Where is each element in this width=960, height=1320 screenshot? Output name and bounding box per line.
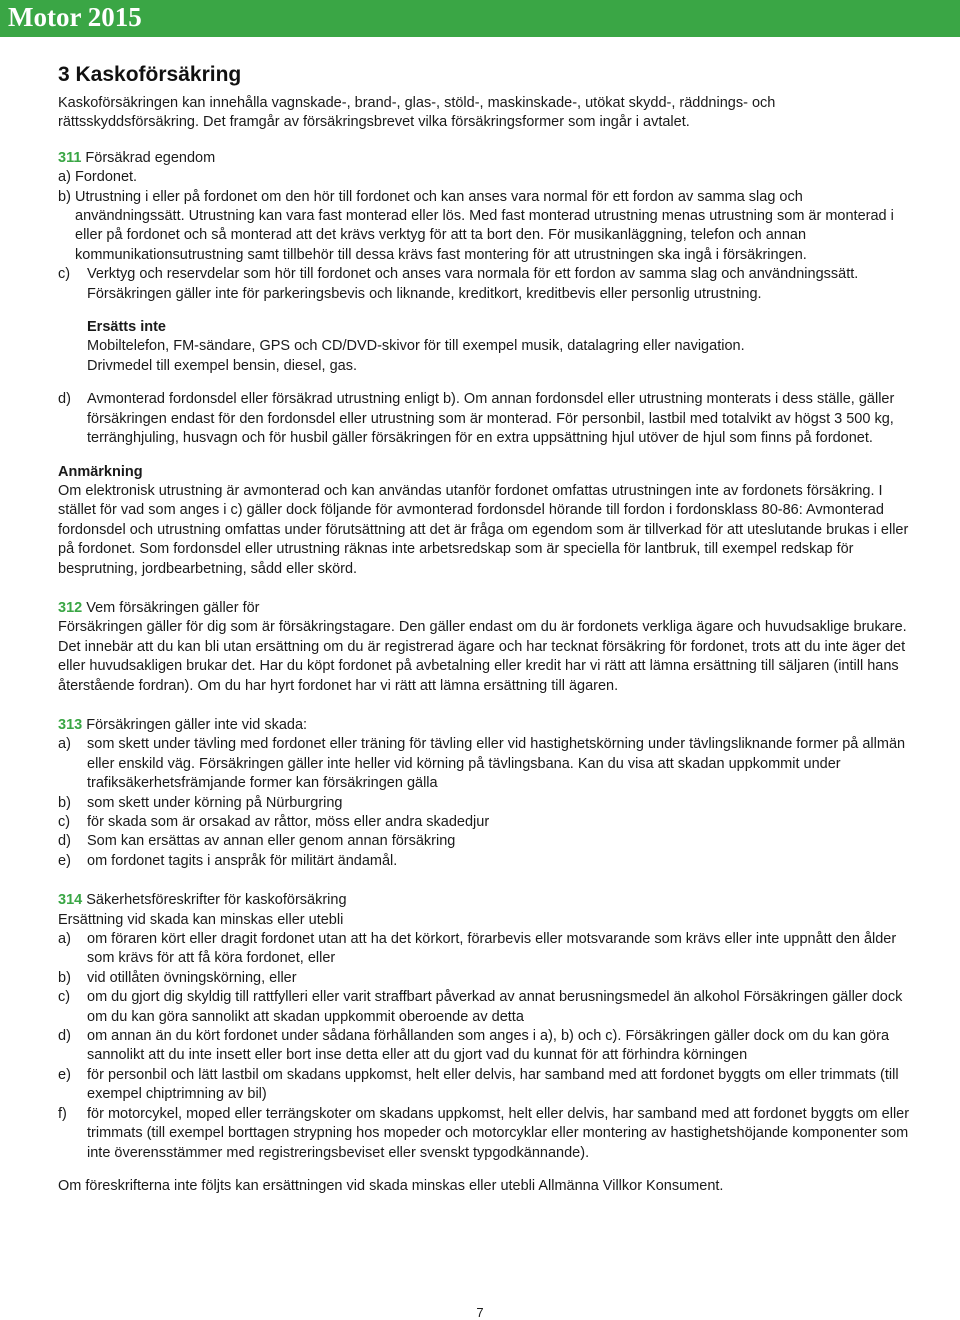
- excluded-title: Ersätts inte: [87, 319, 166, 336]
- section-title: 3 Kaskoförsäkring: [58, 63, 242, 86]
- list-item: [58, 390, 910, 448]
- list-item-text: Fordonet.: [75, 169, 138, 186]
- list-item: [58, 813, 910, 832]
- list-item-label: e): [58, 852, 71, 869]
- list-item: [58, 969, 910, 988]
- subsection-312-number: 312: [58, 599, 83, 616]
- closing-text: Om föreskrifterna inte följts kan ersättningen vid skada minskas eller utebli Allmänna Villkor Konsument.: [58, 1177, 724, 1194]
- list-item: [58, 1027, 910, 1066]
- list-item-text: för skada som är orsakad av råttor, möss eller andra skadedjur: [87, 814, 490, 830]
- excluded-line: Mobiltelefon, FM-sändare, GPS och CD/DVD-skivor för till exempel musik, datalagring eller navigation.: [87, 338, 745, 355]
- subsection-314-number: 314: [58, 892, 83, 909]
- subsection-311-heading: [58, 149, 910, 168]
- list-item: [58, 794, 910, 813]
- list-item-text: som skett under tävling med fordonet eller träning för tävling eller vid hastighetskörning under tävlingsliknande former på allmän eller enskild väg. Försäkringen gäller inte heller vid körning på tävlingsbana. Kan du visa att skadan uppkommit under trafiksäkerhetsfrämjande former kan försäkringen gälla: [87, 736, 906, 792]
- list-item-label: d): [58, 391, 71, 408]
- list-item-text: för personbil och lätt lastbil om skadans uppkomst, helt eller delvis, har samband med att fordonet byggts om eller trimmats (till exempel chiptrimning av bil): [87, 1066, 899, 1103]
- list-item-text: vid otillåten övningskörning, eller: [87, 969, 297, 986]
- subsection-312-heading: [58, 599, 910, 618]
- list-item-text: om du gjort dig skyldig till rattfylleri eller varit straffbart påverkad av annat berusningsmedel än alkohol Försäkringen gäller dock om du kan göra sannolikt att skadan uppkommit oberoende av detta: [87, 989, 903, 1025]
- subsection-313-number: 313: [58, 716, 83, 733]
- subsection-311-number: 311: [58, 149, 82, 166]
- page-number: 7: [476, 1305, 484, 1320]
- list-item: [58, 188, 910, 266]
- subsection-314-title: Säkerhetsföreskrifter för kaskoförsäkring: [82, 892, 347, 909]
- list-item-label: b): [58, 188, 71, 205]
- subsection-311-title: Försäkrad egendom: [81, 149, 216, 166]
- header-banner: [0, 0, 960, 37]
- list-item-label: b): [58, 969, 71, 986]
- list-item-text: Verktyg och reservdelar som hör till fordonet och anses vara normala för ett fordon av samma slag och användningssätt. Försäkringen gäller inte för parkeringsbevis och liknande, kreditkort, kreditbevis eller personlig utrustning.: [87, 266, 859, 302]
- list-item: [58, 930, 910, 969]
- list-item-label: b): [58, 794, 71, 811]
- subsection-312-text: Försäkringen gäller för dig som är försäkringstagare. Den gäller endast om du är fordonets verkliga ägare och huvudsaklige brukare. Det innebär att du kan bli utan ersättning om du är registrerad ägare och har tecknat försäkring för fordonet, trots att du inte äger det eller huvudsakligen brukar det. Har du köpt fordonet på avbetalning eller kredit har vi rätt att lämna ersättning till säljaren (intill hans återstående fordran). Om du har hyrt fordonet har vi rätt att lämna ersättning till ägaren.: [58, 619, 907, 694]
- list-item-text: Avmonterad fordonsdel eller försäkrad utrustning enligt b). Om annan fordonsdel eller utrustning monterats i dess ställe, gäller försäkringen endast för den fordonsdel eller utrustning som är monterad. För personbil, lastbil med totalvikt av högst 3 500 kg, terränghjuling, husvagn och för husbil gäller försäkringen för en extra uppsättning hjul utöver de hjul som finns på fordonet.: [87, 391, 895, 447]
- subsection-314-subtitle: Ersättning vid skada kan minskas eller utebli: [58, 911, 344, 928]
- subsection-312-title: Vem försäkringen gäller för: [82, 599, 260, 616]
- list-item: [58, 1066, 910, 1105]
- list-item-label: a): [58, 169, 71, 186]
- excluded-line: Drivmedel till exempel bensin, diesel, gas.: [87, 357, 357, 374]
- document-title: Motor 2015: [8, 2, 142, 32]
- list-item-text: för motorcykel, moped eller terrängskoter om skadans uppkomst, helt eller delvis, har samband med att fordonet byggts om eller trimmats (till exempel borttagen strypning hos mopeder och motorcyklar eller montering av hastighetshöjande komponenter som inte överensstämmer med registreringsbeviset eller svenskt typgodkännande).: [87, 1105, 910, 1161]
- excluded-block: [87, 318, 910, 376]
- list-item-label: d): [58, 833, 71, 850]
- list-item: [58, 735, 910, 793]
- list-item: [58, 1105, 910, 1163]
- note-text: Om elektronisk utrustning är avmonterad och kan användas utanför fordonet omfattas utrustningen inte av fordonets försäkring. I stället för vad som anges i c) gäller dock följande för avmonterad fordonsdel hörande till fordon i fordonsklass 80-86: Avmonterad fordonsdel och utrustning omfattas under förutsättning att det är fråga om egendom som är tillverkad för att uteslutande brukas i eller på fordonet. Som fordonsdel eller utrustning räknas inte arbetsredskap som är speciella för lantbruk, till exempel redskap för besprutning, jordbearbetning, sådd eller skörd.: [58, 482, 909, 577]
- list-item: [58, 832, 910, 851]
- list-item-label: d): [58, 1028, 71, 1045]
- list-item: [58, 852, 910, 871]
- note-title: Anmärkning: [58, 463, 143, 480]
- list-item-text: som skett under körning på Nürburgring: [87, 794, 343, 811]
- list-item-label: a): [58, 736, 71, 753]
- list-item-text: Som kan ersättas av annan eller genom annan försäkring: [87, 833, 456, 850]
- list-item-text: om föraren kört eller dragit fordonet utan att ha det körkort, förarbevis eller motsvarande som krävs eller inte uppnått den ålder som krävs för att få köra fordonet, eller: [87, 931, 897, 967]
- section-intro: Kaskoförsäkringen kan innehålla vagnskade-, brand-, glas-, stöld-, maskinskade-, utökat skydd-, räddnings- och rättsskyddsförsäkring. Det framgår av försäkringsbrevet vilka försäkringsformer som ingår i avtalet.: [58, 95, 776, 131]
- subsection-313-title: Försäkringen gäller inte vid skada:: [82, 716, 308, 733]
- list-item-text: om annan än du kört fordonet under sådana förhållanden som anges i a), b) och c). Försäkringen gäller dock om du kan göra sannolikt att du inte insett eller bort inse detta eller att du gjort vad du kunnat för att förhindra körningen: [87, 1028, 890, 1064]
- list-item-text: om fordonet tagits i anspråk för militärt ändamål.: [87, 852, 398, 869]
- subsection-314-heading: [58, 891, 910, 910]
- list-item-label: e): [58, 1066, 71, 1083]
- list-item: [58, 988, 910, 1027]
- list-item-label: a): [58, 931, 71, 948]
- list-item-label: c): [58, 266, 71, 283]
- list-item-label: c): [58, 989, 71, 1006]
- list-item-label: f): [58, 1105, 67, 1122]
- list-item: [58, 168, 910, 187]
- subsection-313-heading: [58, 716, 910, 735]
- list-item-label: c): [58, 814, 71, 830]
- list-item: [58, 265, 910, 304]
- page-content: [58, 62, 910, 1196]
- list-item-text: Utrustning i eller på fordonet om den hör till fordonet och kan anses vara normal för ett fordon av samma slag och användningssätt. Utrustning kan vara fast monterad eller lös. Med fast monterad utrustning menas utrustning som är monterad i eller på fordonet och så monterad att det krävs verktyg för att ta bort den. För musikanläggning, telefon och annan kommunikationsutrustning samt tillbehör till dessa krävs fast montering för att utrustningen ska ingå i försäkringen.: [75, 188, 894, 263]
